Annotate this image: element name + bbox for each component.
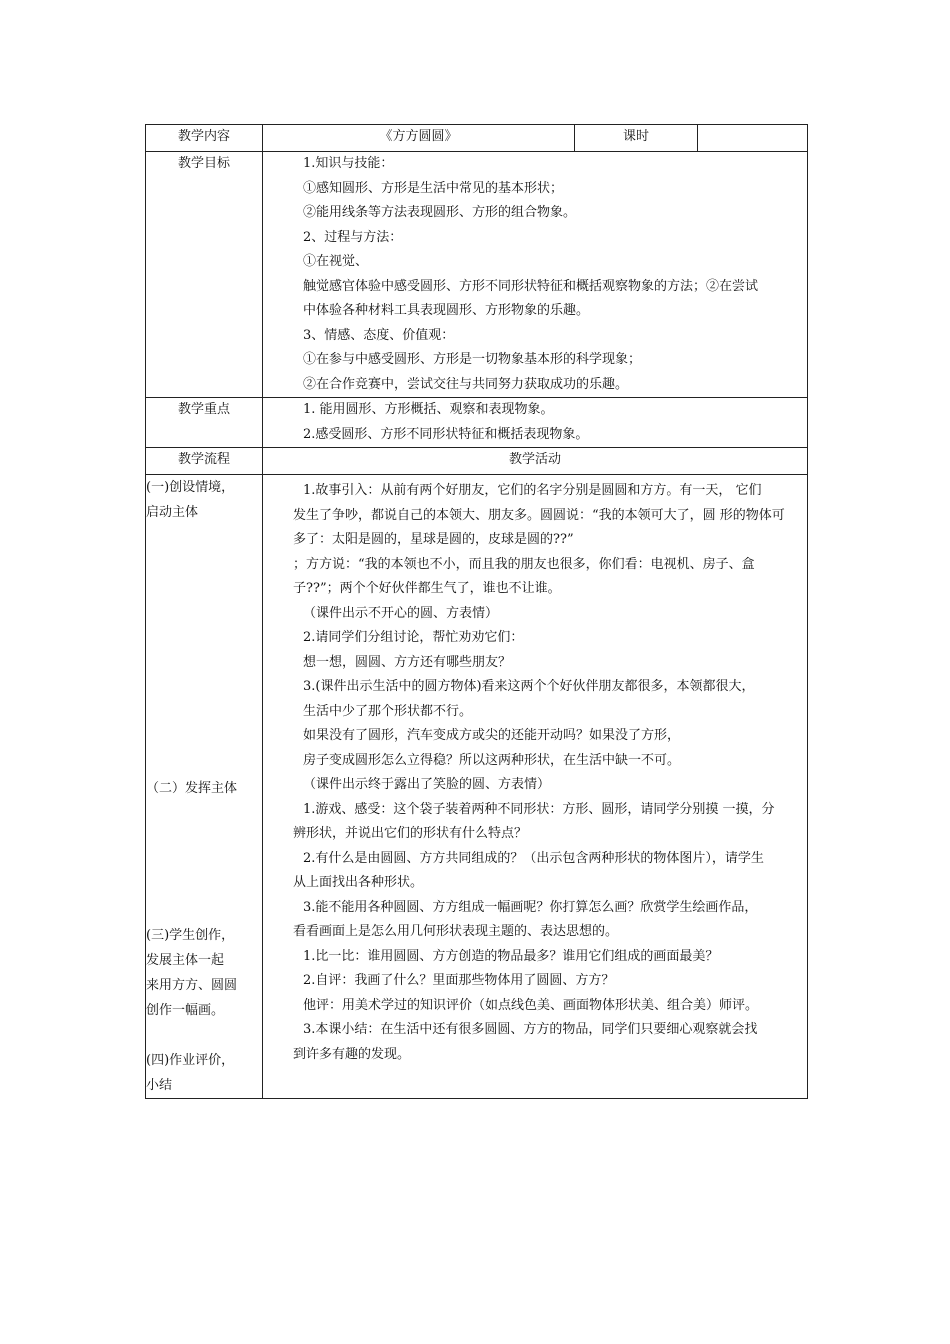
key-points-label: 教学重点 [146,398,263,448]
goals-label: 教学目标 [146,152,263,398]
activity-line: 看看画面上是怎么用几何形状表现主题的、表达思想的。 [293,924,619,939]
stage-3-line: 来用方方、圆圆 [146,978,238,993]
stage-4-line: 小结 [146,1078,173,1093]
goals-content [263,152,808,398]
stage-3-line: (三)学生创作， [146,928,235,943]
flow-label: 教学流程 [146,448,263,475]
activity-line: 从上面找出各种形状。 [293,875,424,890]
activities-column [263,475,808,1099]
activity-line: 如果没有了圆形，汽车变成方或尖的还能开动吗？如果没了方形， [303,728,681,743]
stage-1-line: 启动主体 [146,505,199,520]
activity-line: 2.有什么是由圆圆、方方共同组成的？（出示包含两种形状的物体图片），请学生 [303,850,764,866]
activity-line: 3.能不能用各种圆圆、方方组成一幅画呢？你打算怎么画？欣赏学生绘画作品， [303,899,758,915]
goals-line: ①感知圆形、方形是生活中常见的基本形状； [303,180,564,196]
goals-line: 触觉感官体验中感受圆形、方形不同形状特征和概括观察物象的方法；②在尝试 [303,278,759,294]
activity-line: 3.本课小结：在生活中还有很多圆圆、方方的物品，同学们只要细心观察就会找 [303,1022,758,1037]
content-label: 教学内容 [146,125,263,152]
stage-3-line: 发展主体一起 [146,953,225,968]
key-points-row [146,398,808,448]
stage-3-line: 创作一幅画。 [146,1003,225,1018]
activity-line: 辨形状，并说出它们的形状有什么特点？ [293,826,528,841]
activity-line: 多了：太阳是圆的，星球是圆的，皮球是圆的??” [293,532,574,547]
lesson-title: 《方方圆圆》 [263,125,575,152]
stage-2 [146,776,262,923]
period-value [698,125,808,152]
goals-line: ①在参与中感受圆形、方形是一切物象基本形的科学现象； [303,352,642,367]
activity-line: 1.游戏、感受：这个袋子装着两种不同形状：方形、圆形，请同学分别摸 一摸，分 [303,801,775,817]
goals-line: 1.知识与技能： [303,156,394,171]
stage-1-line: (一)创设情境， [146,480,235,495]
activity-line: 2.自评：我画了什么？里面那些物体用了圆圆、方方？ [303,973,615,988]
activity-line: 1.比一比：谁用圆圆、方方创造的物品最多？谁用它们组成的画面最美？ [303,948,719,964]
lesson-plan-table [145,124,808,1099]
activity-line: 想一想，圆圆、方方还有哪些朋友？ [303,654,512,670]
flow-header-row [146,448,808,475]
goals-line: ②能用线条等方法表现圆形、方形的组合物象。 [303,205,577,220]
activity-line: （课件出示终于露出了笑脸的圆、方表情） [303,777,551,792]
activity-line: 发生了争吵，都说自己的本领大、朋友多。圆圆说：“我的本领可大了，圆 形的物体可 [293,507,785,523]
flow-row [146,475,808,1099]
activity-label: 教学活动 [263,448,808,475]
activity-line: 房子变成圆形怎么立得稳？所以这两种形状，在生活中缺一不可。 [303,752,681,768]
period-label: 课时 [575,125,698,152]
activity-line: 到许多有趣的发现。 [293,1046,411,1062]
activity-line: 2.请同学们分组讨论，帮忙劝劝它们： [303,630,524,645]
activity-line: 3.(课件出示生活中的圆方物体)看来这两个个好伙伴朋友都很多，本领都很大， [303,679,755,694]
goals-row [146,152,808,398]
key-points-content [263,398,808,448]
activity-line: （课件出示不开心的圆、方表情） [303,605,499,621]
stage-4-line: (四)作业评价， [146,1053,235,1068]
goals-line: ②在合作竞赛中，尝试交往与共同努力获取成功的乐趣。 [303,376,629,392]
activity-line: 他评：用美术学过的知识评价（如点线色美、画面物体形状美、组合美）师评。 [303,997,759,1013]
stage-1 [146,475,262,776]
activity-line: 1.故事引入：从前有两个好朋友，它们的名字分别是圆圆和方方。有一天， 它们 [303,483,762,498]
key-point-line: 2.感受圆形、方形不同形状特征和概括表现物象。 [303,426,589,442]
stage-3 [146,923,262,1048]
goals-line: 中体验各种材料工具表现圆形、方形物象的乐趣。 [303,303,590,318]
lesson-plan-sheet [145,124,807,1099]
key-point-line: 1. 能用圆形、方形概括、观察和表现物象。 [303,402,554,417]
header-row [146,125,808,152]
stage-2-line: （二）发挥主体 [146,781,238,796]
stages-column [146,475,263,1099]
activity-line: 子??”；两个个好伙伴都生气了，谁也不让谁。 [293,581,561,596]
goals-line: 2、过程与方法： [303,229,403,245]
activity-line: ；方方说：“我的本领也不小，而且我的朋友也很多，你们看：电视机、房子、盒 [293,556,755,572]
goals-line: ①在视觉、 [303,254,369,269]
goals-line: 3、情感、态度、价值观： [303,327,455,343]
activity-line: 生活中少了那个形状都不行。 [303,703,473,719]
stage-4 [146,1048,262,1098]
